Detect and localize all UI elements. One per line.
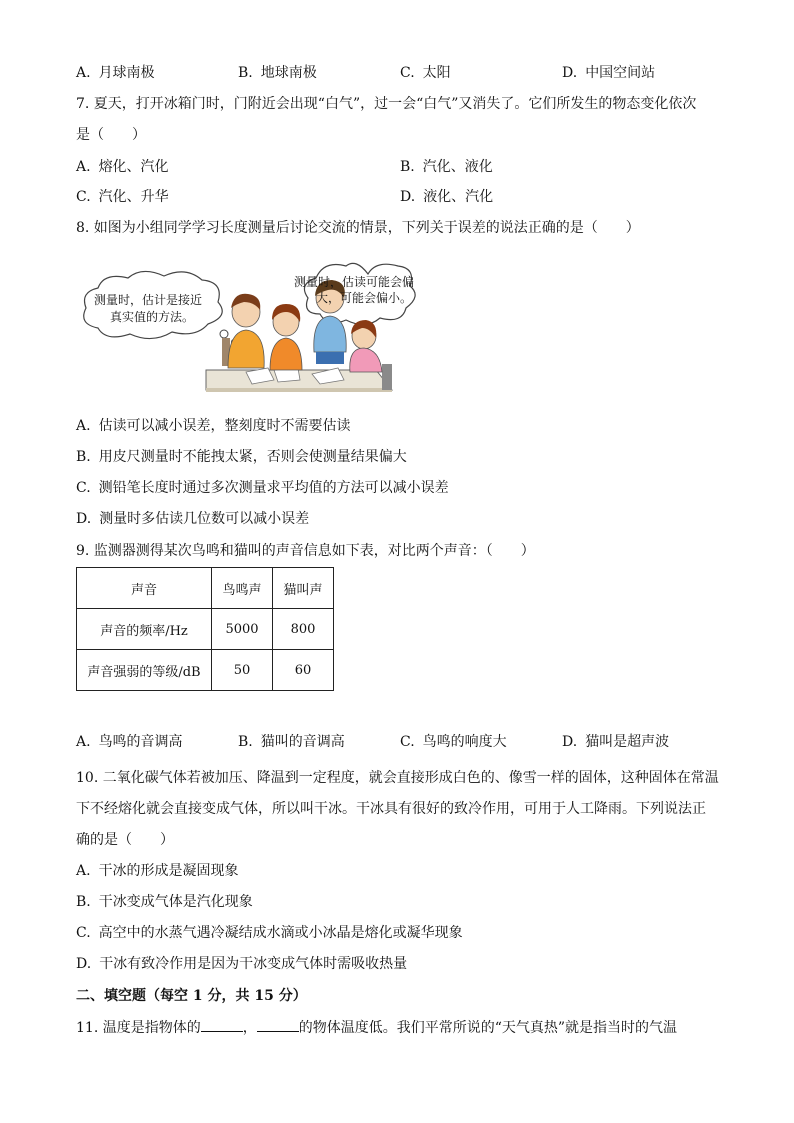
option-text: 猫叫是超声波 <box>585 734 670 750</box>
q6-option-a <box>76 63 155 83</box>
q8-option-c <box>76 478 449 498</box>
option-label: A. <box>76 65 91 81</box>
q7-option-a <box>76 157 169 177</box>
bubble-left-line2: 真实值的方法。 <box>110 310 195 324</box>
q10-option-b <box>76 892 253 912</box>
option-text: 测铅笔长度时通过多次测量求平均值的方法可以减小误差 <box>98 480 449 496</box>
option-text: 用皮尺测量时不能拽太紧，否则会使测量结果偏大 <box>98 449 407 465</box>
q10-stem-line2: 下不经熔化就会直接变成气体，所以叫干冰。干冰具有很好的致冷作用，可用于人工降雨。下列说法正 <box>76 801 706 817</box>
q10-option-a <box>76 861 239 881</box>
table-cell: 5000 <box>212 609 273 650</box>
table-row <box>77 609 334 650</box>
q6-option-b <box>238 63 317 83</box>
option-text: 液化、汽化 <box>423 189 494 205</box>
option-text: 月球南极 <box>98 65 155 81</box>
option-label: D. <box>76 511 92 527</box>
option-label: A. <box>76 159 91 175</box>
option-text: 干冰变成气体是汽化现象 <box>98 894 253 910</box>
option-text: 太阳 <box>422 65 451 81</box>
option-text: 汽化、升华 <box>98 189 169 205</box>
q11-part2: ， <box>242 1020 257 1036</box>
option-label: D. <box>562 734 578 750</box>
q10-option-d <box>76 954 407 974</box>
table-cell: 50 <box>212 650 273 691</box>
bubble-right-line2: 大，可能会偏小。 <box>316 291 413 305</box>
option-label: C. <box>400 65 415 81</box>
table-header-cell: 鸟鸣声 <box>212 568 273 609</box>
table-cell: 声音的频率/Hz <box>77 609 212 650</box>
q6-option-c <box>400 63 451 83</box>
q8-option-a <box>76 416 351 436</box>
q9-option-b <box>238 732 345 752</box>
option-label: A. <box>76 418 91 434</box>
option-text: 汽化、液化 <box>422 159 493 175</box>
option-text: 高空中的水蒸气遇冷凝结成水滴或小冰晶是熔化或凝华现象 <box>98 925 463 941</box>
option-text: 鸟鸣的响度大 <box>422 734 507 750</box>
table-cell: 800 <box>273 609 334 650</box>
option-label: C. <box>76 480 91 496</box>
option-label: A. <box>76 734 91 750</box>
section-heading: 二、填空题（每空 1 分，共 15 分） <box>76 988 307 1004</box>
q8-option-b <box>76 447 407 467</box>
q10-option-c <box>76 923 463 943</box>
option-label: A. <box>76 863 91 879</box>
q11-part1: 11. 温度是指物体的 <box>76 1020 201 1036</box>
option-text: 鸟鸣的音调高 <box>98 734 183 750</box>
option-label: B. <box>238 65 253 81</box>
option-text: 熔化、汽化 <box>98 159 169 175</box>
q7-stem-line2: 是（ ） <box>76 127 146 143</box>
q11-part3: 的物体温度低。我们平常所说的“天气真热”就是指当时的气温 <box>298 1020 678 1036</box>
q10-stem-line1: 10. 二氧化碳气体若被加压、降温到一定程度，就会直接形成白色的、像雪一样的固体，这种固体在常温 <box>76 770 719 786</box>
option-text: 干冰的形成是凝固现象 <box>98 863 239 879</box>
q9-option-a <box>76 732 183 752</box>
option-label: D. <box>76 956 92 972</box>
q8-stem: 8. 如图为小组同学学习长度测量后讨论交流的情景，下列关于误差的说法正确的是（ ） <box>76 220 640 236</box>
q9-option-c <box>400 732 507 752</box>
q7-option-c <box>76 187 169 207</box>
q7-stem-line1: 7. 夏天，打开冰箱门时，门附近会出现“白气”，过一会“白气”又消失了。它们所发生的物态变化依次 <box>76 96 697 112</box>
table-row <box>77 650 334 691</box>
option-label: D. <box>562 65 578 81</box>
q9-stem: 9. 监测器测得某次鸟鸣和猫叫的声音信息如下表，对比两个声音：（ ） <box>76 543 535 559</box>
q8-option-d <box>76 509 309 529</box>
option-label: C. <box>76 925 91 941</box>
option-label: B. <box>400 159 415 175</box>
option-text: 干冰有致冷作用是因为干冰变成气体时需吸收热量 <box>99 956 408 972</box>
option-text: 测量时多估读几位数可以减小误差 <box>99 511 310 527</box>
table-cell: 声音强弱的等级/dB <box>77 650 212 691</box>
table-header-cell: 声音 <box>77 568 212 609</box>
option-label: B. <box>238 734 253 750</box>
discussion-illustration <box>76 252 416 394</box>
option-label: B. <box>76 894 91 910</box>
option-label: C. <box>400 734 415 750</box>
fill-blank-1[interactable] <box>201 1017 243 1032</box>
option-text: 中国空间站 <box>585 65 656 81</box>
option-text: 地球南极 <box>260 65 317 81</box>
option-label: C. <box>76 189 91 205</box>
table-header-row <box>77 568 334 609</box>
table-cell: 60 <box>273 650 334 691</box>
q7-option-b <box>400 157 493 177</box>
q9-option-d <box>562 732 669 752</box>
sound-comparison-table <box>76 567 334 691</box>
option-text: 猫叫的音调高 <box>260 734 345 750</box>
option-label: B. <box>76 449 91 465</box>
q7-option-d <box>400 187 493 207</box>
fill-blank-2[interactable] <box>257 1017 299 1032</box>
option-label: D. <box>400 189 416 205</box>
q6-option-d <box>562 63 655 83</box>
q10-stem-line3: 确的是（ ） <box>76 832 174 848</box>
bubble-right-line1: 测量时，估读可能会偏 <box>294 275 415 289</box>
q11-stem <box>76 1017 677 1038</box>
table-header-cell: 猫叫声 <box>273 568 334 609</box>
bubble-left-line1: 测量时，估计是接近 <box>94 293 203 307</box>
option-text: 估读可以减小误差，整刻度时不需要估读 <box>98 418 351 434</box>
